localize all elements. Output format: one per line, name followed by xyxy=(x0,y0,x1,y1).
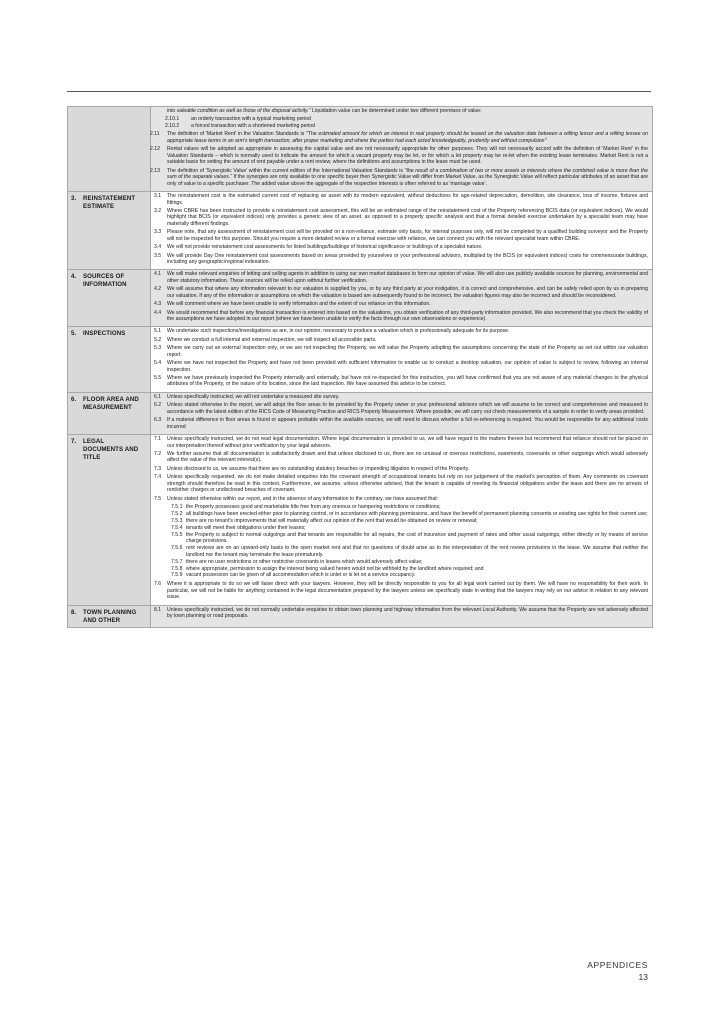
clause-text: Rental values will be adopted as appropriate in assessing the capital value and are not necessarily appropriate for other purposes. They will not necessarily accord with the definition of 'Market Rent' in the Valuation Standards – which is normally used to indicate the amount for which a vacant property may be let, or for which a let property may be re-let when the existing lease terminates. Market Rent is not a suitable basis for setting the amount of rent payable under a rent review, where the definitions and assumptions in the lease must be used. xyxy=(167,146,648,166)
subclause xyxy=(165,123,648,130)
section-number: 7. xyxy=(71,437,77,445)
clause xyxy=(154,451,648,464)
clause-italic-text: "the result of a combination of two or more assets or interests where the combined value is more than the sum of the separate values." xyxy=(167,167,648,181)
section-heading: REINSTATEMENT ESTIMATE xyxy=(83,195,136,210)
clause xyxy=(154,360,648,373)
clause-text: The definition of 'Market Rent' in the Valuation Standards is xyxy=(167,131,306,138)
clause-number: 7.1 xyxy=(154,435,162,442)
clause-number: 8.1 xyxy=(154,606,162,613)
clause xyxy=(154,271,648,284)
clause-number: 4.1 xyxy=(154,271,162,278)
clause xyxy=(154,607,648,620)
clause-number: 5.5 xyxy=(154,374,162,381)
clause-number: 2.12 xyxy=(150,146,161,153)
subclause xyxy=(171,545,648,558)
clause-number: 3.3 xyxy=(154,229,162,236)
subclause-text: there are no tenant's improvements that will materially affect our opinion of the rent that would be obtained on review or renewal; xyxy=(186,517,478,524)
section-heading-cell xyxy=(68,605,151,627)
clause xyxy=(154,496,648,503)
clause xyxy=(154,581,648,601)
footer-section-label: APPENDICES xyxy=(587,960,648,970)
clause-number: 5.4 xyxy=(154,360,162,367)
section-content-cell xyxy=(151,192,653,270)
subclause xyxy=(171,525,648,532)
section-heading-cell xyxy=(68,434,151,605)
clause-text: We undertake such inspections/investigations as are, in our opinion, necessary to produce a valuation which is professionally adequate for its purpose. xyxy=(167,328,510,335)
subclause-text: a forced transaction with a shortened marketing period xyxy=(191,122,316,129)
clause-text: Where we conduct a full internal and external inspection, we will inspect all accessible parts. xyxy=(167,336,377,343)
section-row xyxy=(68,434,653,605)
clause xyxy=(154,474,648,494)
subclause xyxy=(171,504,648,511)
clause xyxy=(154,436,648,449)
terms-table xyxy=(67,106,653,628)
clause-number: 2.13 xyxy=(150,167,161,174)
clause xyxy=(154,244,648,251)
continuation-heading-cell xyxy=(68,107,151,192)
clause-number: 6.1 xyxy=(154,393,162,400)
subclause-number: 7.5.7 xyxy=(171,558,183,565)
clause-number: 6.2 xyxy=(154,402,162,409)
subclause xyxy=(171,511,648,518)
clause-text: Unless specifically instructed, we do not normally undertake enquiries to obtain town planning and highway information from the relevant Local Authority. We assume that the Property are not adversely affected by town planning or road proposals. xyxy=(167,606,648,620)
section-heading-cell xyxy=(68,270,151,327)
clause xyxy=(154,193,648,206)
subclause-text: the Property possesses good and marketable title free from any onerous or hampering restrictions or conditions; xyxy=(186,503,441,510)
clause-italic-text: into saleable condition as well as those of the disposal activity." xyxy=(167,108,311,114)
subclause-number: 7.5.6 xyxy=(171,545,183,552)
clause-number: 7.6 xyxy=(154,581,162,588)
clause-number: 6.3 xyxy=(154,417,162,424)
clause-text: Liquidation value can be determined under two different premises of value: xyxy=(310,108,482,114)
clause-text: We will not provide reinstatement cost assessments for listed buildings/buildings of historical significance or buildings of a specialist nature. xyxy=(167,244,483,251)
clause-italic-text: "The estimated amount for which an interest in real property should be leased on the valuation date between a willing lessor and a willing lessee on appropriate lease terms in an arm's length transaction, after proper marketing and where the parties had each acted knowledgeably, prudently and without compulsion" xyxy=(167,131,648,144)
clause-text: We would recommend that before any financial transaction is entered into based on the valuations, you obtain verification of any third-party information provided. We also recommend that you check the validity of the assumptions we have adopted in our report (where we have been unable to verify the facts through our own observations or experience). xyxy=(167,309,648,323)
clause-text: Where CBRE has been instructed to provide a reinstatement cost assessment, this will be an estimated range of the reinstatement cost of the Property referencing BCIS data (or equivalent indices). We would highlight that BCIS (or equivalent indices) only provides a generic view of an asset, as opposed to a property specific analysis and that a formal detailed exercise undertaken by a specialist team may have materially different findings. xyxy=(167,207,648,227)
clause xyxy=(154,345,648,358)
subclause-text: tenants will meet their obligations under their leases; xyxy=(186,524,306,531)
clause-text: Where it is appropriate to do so we will liaise direct with your lawyers. However, they will be directly responsible to you for all legal work carried out by them. We will have no responsibility for their work. In particular, we will not be liable for anything contained in the legal documentation prepared by the lawyers unless we specifically state in writing that the lawyers may rely on our advice in relation to any relevant issue. xyxy=(167,581,648,601)
section-content-cell xyxy=(151,392,653,434)
subclause-number: 7.5.5 xyxy=(171,531,183,538)
section-heading-cell xyxy=(68,327,151,392)
clause xyxy=(154,286,648,299)
section-content-cell xyxy=(151,270,653,327)
subclause xyxy=(171,566,648,573)
clause xyxy=(154,466,648,473)
clause-number: 7.2 xyxy=(154,450,162,457)
subclause-text: rent reviews are on an upward-only basis to the open market rent and that no questions of doubt arise as to the interpretation of the rent review provisions in the lease. We assume that neither the landlord nor the tenant may terminate the lease prematurely. xyxy=(186,545,648,558)
continuation-content-cell xyxy=(151,107,653,192)
subclause-number: 7.5.3 xyxy=(171,517,183,524)
clause-number: 4.4 xyxy=(154,309,162,316)
clause-number: 5.2 xyxy=(154,336,162,343)
section-number: 5. xyxy=(71,330,77,338)
clause xyxy=(154,402,648,415)
subclause xyxy=(171,532,648,545)
clause-text: The reinstatement cost is the estimated current cost of replacing an asset with its modern equivalent, without deductions for age-related depreciation, demolition, site clearance, loss of income, fixtures and fittings. xyxy=(167,193,648,206)
section-heading: LEGAL DOCUMENTS AND TITLE xyxy=(83,437,139,461)
continuation-row xyxy=(68,107,653,192)
clause-2-13 xyxy=(150,168,648,188)
section-content-cell xyxy=(151,434,653,605)
clause xyxy=(154,337,648,344)
clause xyxy=(154,375,648,388)
clause xyxy=(154,208,648,228)
clause-text: Unless stated otherwise within our report, and in the absence of any information to the contrary, we have assumed that: xyxy=(167,495,439,502)
clause xyxy=(154,394,648,401)
section-content-cell xyxy=(151,327,653,392)
clause-number: 7.5 xyxy=(154,495,162,502)
subclause-text: there are no user restrictions or other restrictive covenants in leases which would adversely affect value; xyxy=(186,558,423,565)
clause-text: Please note, that any assessment of reinstatement cost will be provided on a non-reliance, estimate only basis, for internal purposes only, will not be completed by a qualified building surveyor and the Property will not be inspected for this purpose. Should you require a more detailed review or a formal exercise with reliance, we can connect you with the relevant specialist team within CBRE. xyxy=(167,229,648,242)
clause-text: Unless specifically instructed, we will not undertake a measured site survey. xyxy=(167,393,340,400)
clause-number: 3.2 xyxy=(154,207,162,214)
clause-text: Where we have not inspected the Property and have not been provided with sufficient information to enable us to conduct a desktop valuation, our opinion of value is subject to review, following an internal inspection. xyxy=(167,360,648,373)
clause xyxy=(154,253,648,266)
subclause-text: where appropriate, permission to assign the interest being valued herein would not be withheld by the landlord where required; and xyxy=(186,565,484,572)
clause-text: The definition of 'Synergistic Value' within the current edition of the International Valuation Standards is xyxy=(167,167,405,174)
clause-text: We further assume that all documentation is satisfactorily drawn and that unless disclosed to us, there are no unusual or onerous restrictions, easements, covenants or other outgoings which would adversely affect the value of the relevant interest(s). xyxy=(167,450,648,464)
clause-text: Unless specifically requested, we do not make detailed enquiries into the covenant strength of occupational tenants but rely on our judgement of the market's perception of them. Any comments on covenant strength should therefore be read in this context. Furthermore, we assume, unless otherwise advised, that the tenant is capable of meeting its financial obligations under the lease and there are no arrears of rent/other charges or undisclosed breaches of covenant. xyxy=(167,474,648,494)
clause xyxy=(154,417,648,430)
clause-number: 4.3 xyxy=(154,301,162,308)
clause-number: 4.2 xyxy=(154,286,162,293)
page-number: 13 xyxy=(638,972,648,982)
clause-number: 3.5 xyxy=(154,252,162,259)
clause xyxy=(154,328,648,335)
clause-2-11 xyxy=(150,131,648,144)
clause-text: Unless stated otherwise in the report, we will adopt the floor areas to be provided by the Property owner or your professional advisors which we will assume to be correct and comprehensive and measured in accordance with the latest edition of the RICS Code of Measuring Practice and RICS Property Measurement. Where possible, we will carry out check measurements of a sample in order to verify areas provided. xyxy=(167,402,648,415)
page-footer xyxy=(587,959,648,983)
section-content-cell xyxy=(151,605,653,627)
clause-text: We will comment where we have been unable to verify information and the extent of our reliance on this information. xyxy=(167,301,431,308)
section-heading: FLOOR AREA AND MEASUREMENT xyxy=(83,395,139,411)
subclause-text: the Property is subject to normal outgoings and that tenants are responsible for all repairs, the cost of insurance and payment of rates and other usual outgoings, either directly or by means of service charge provisions. xyxy=(186,531,648,545)
section-row xyxy=(68,392,653,434)
clause-text: We will make relevant enquiries of letting and selling agents in addition to using our own market databases to form our opinion of value. We will also use publicly available sources for planning, environmental and other statutory information. These sources will be relied upon without further verification. xyxy=(167,271,648,284)
clause-number: 3.4 xyxy=(154,244,162,251)
clause-text: We will provide Day One reinstatement cost assessments based on areas provided by yourselves or your professional advisors, multiplied by the BCIS (or equivalent indices) costs for commensurate buildings, including any geographic/regional indexation. xyxy=(167,252,648,266)
subclause xyxy=(171,518,648,525)
subclause xyxy=(171,559,648,566)
section-heading: INSPECTIONS xyxy=(83,330,126,338)
section-number: 3. xyxy=(71,195,77,202)
clause-continuation xyxy=(154,108,648,115)
subclause-number: 7.5.2 xyxy=(171,510,183,517)
section-number: 6. xyxy=(71,395,77,403)
subclause-text: all buildings have been erected either prior to planning control, or in accordance with planning permissions, and have the benefit of permanent planning consents or existing use rights for their current use; xyxy=(186,510,648,517)
subclause-number: 7.5.1 xyxy=(171,503,183,510)
clause-number: 7.3 xyxy=(154,465,162,472)
clause-text: Where we carry out an external inspection only, or we are not inspecting the Property, we will value the Property adopting the assumptions concerning the state of the Property as set out within our valuation report. xyxy=(167,345,648,358)
clause-text: Where we have previously inspected the Property internally and externally, but have not re-inspected for this instruction, you will have confirmed that you are not aware of any material changes to the physical attributes of the Property, or the nature of its location, since the last inspection. We have assumed this advice to be correct. xyxy=(167,374,648,388)
clause-number: 5.3 xyxy=(154,345,162,352)
clause-2-12 xyxy=(150,146,648,166)
section-number: 8. xyxy=(71,608,77,616)
subclause-text: an orderly transaction with a typical marketing period xyxy=(191,116,312,123)
subclause-number: 7.5.4 xyxy=(171,524,183,531)
subclause-number: 2.10.2 xyxy=(165,122,180,129)
clause-text: Unless disclosed to us, we assume that there are no outstanding statutory breaches or impending litigation in respect of the Property. xyxy=(167,465,470,472)
subclause-text: vacant possession can be given of all accommodation which is unlet or is let on a service occupancy. xyxy=(186,572,416,579)
clause xyxy=(154,301,648,308)
section-row xyxy=(68,192,653,270)
clause-text: If a material difference in floor areas is found or appears probable within the available sources, we will need to discuss whether a full re-referencing is required. You would be responsible for any additional costs incurred xyxy=(167,417,648,430)
clause xyxy=(154,229,648,242)
clause-number: 2.11 xyxy=(150,131,160,138)
section-row xyxy=(68,270,653,327)
clause xyxy=(154,310,648,323)
clause-text: We will assume that where any information relevant to our valuation is supplied by you, or by any third party at your instigation, it is correct and comprehensive, and can be safely relied upon by us in preparing our valuation. If any of the information or assumptions on which the valuation is based are subsequently found to be incorrect, the valuation figures may also be incorrect and should be reconsidered. xyxy=(167,286,648,299)
top-rule xyxy=(67,91,651,92)
clause-number: 3.1 xyxy=(154,193,162,199)
section-row xyxy=(68,327,653,392)
subclause xyxy=(171,572,648,579)
clause-text: If the synergies are only available to one specific buyer then Synergistic Value will differ from Market Value, as the Synergistic Value will reflect particular attributes of an asset that are only of value to a specific purchaser. The added value above the aggregate of the respective interests is often referred to as 'marriage value'. xyxy=(167,174,648,187)
clause-text: Unless specifically instructed, we do not read legal documentation. Where legal documentation is provided to us, we will have regard to the matters therein but recommend that reliance should not be placed on our interpretation thereof without prior verification by your legal advisors. xyxy=(167,435,648,449)
clause-number: 5.1 xyxy=(154,328,162,335)
clause-number: 7.4 xyxy=(154,474,162,481)
section-number: 4. xyxy=(71,273,77,281)
section-heading-cell xyxy=(68,192,151,270)
section-heading-cell xyxy=(68,392,151,434)
subclause-number: 7.5.8 xyxy=(171,565,183,572)
section-heading: TOWN PLANNING AND OTHER xyxy=(83,608,137,624)
section-row xyxy=(68,605,653,627)
subclause-number: 7.5.9 xyxy=(171,572,183,579)
subclause-number: 2.10.1 xyxy=(165,116,180,123)
section-heading: SOURCES OF INFORMATION xyxy=(83,273,127,289)
